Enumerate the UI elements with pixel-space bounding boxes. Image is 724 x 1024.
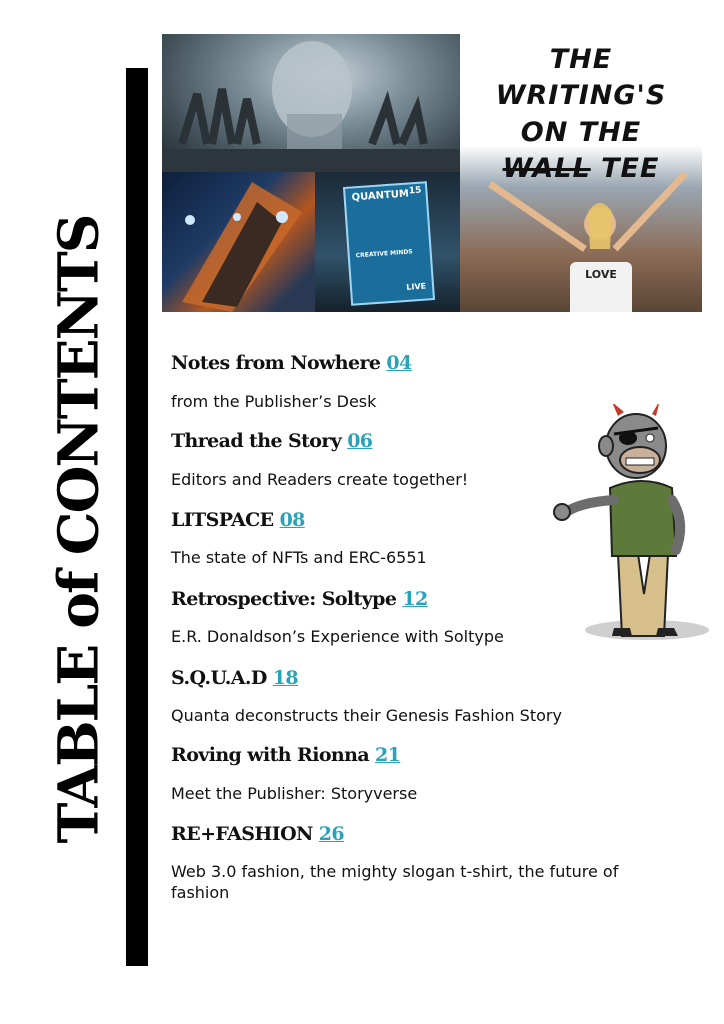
poster-live: LIVE bbox=[406, 281, 427, 292]
page-number-link[interactable]: 04 bbox=[386, 352, 412, 374]
entry-description: Quanta deconstructs their Genesis Fashion Story bbox=[171, 706, 562, 725]
smoke-figure-image bbox=[162, 34, 460, 172]
page-number-link[interactable]: 06 bbox=[347, 430, 373, 452]
toc-entry[interactable] bbox=[171, 588, 428, 610]
toc-entry[interactable] bbox=[171, 823, 344, 845]
page-number-link[interactable]: 12 bbox=[402, 588, 428, 610]
toc-entry[interactable] bbox=[171, 509, 305, 531]
slogan-line-2: ON THE bbox=[520, 116, 642, 148]
slogan-line-1: THE WRITING'S bbox=[495, 44, 667, 112]
entry-description: from the Publisher’s Desk bbox=[171, 392, 377, 411]
entry-description: The state of NFTs and ERC-6551 bbox=[171, 548, 427, 567]
toc-entry[interactable] bbox=[171, 667, 298, 689]
poster-title: QUANTUM bbox=[351, 188, 410, 204]
festival-crowd-image bbox=[460, 34, 702, 312]
entry-title[interactable]: Notes from Nowhere 04 bbox=[171, 352, 412, 374]
toc-heading: TABLE of CONTENTS bbox=[45, 214, 111, 844]
entry-title[interactable]: LITSPACE 08 bbox=[171, 509, 305, 531]
spaceship-image bbox=[162, 172, 315, 312]
page-number-link[interactable]: 18 bbox=[272, 667, 299, 689]
entry-title[interactable]: Roving with Rionna 21 bbox=[171, 744, 401, 766]
entry-description: Meet the Publisher: Storyverse bbox=[171, 784, 418, 803]
toc-entry[interactable] bbox=[171, 744, 400, 766]
entry-description: Editors and Readers create together! bbox=[171, 470, 469, 489]
quantum-poster bbox=[343, 181, 435, 306]
love-tshirt: LOVE bbox=[570, 262, 632, 312]
page-number-link[interactable]: 21 bbox=[375, 744, 401, 766]
poster-caption: CREATIVE MINDS bbox=[355, 248, 413, 260]
entry-description: E.R. Donaldson’s Experience with Soltype bbox=[171, 627, 504, 646]
page-number-link[interactable]: 26 bbox=[318, 823, 345, 845]
entry-title[interactable]: Retrospective: Soltype 12 bbox=[171, 588, 428, 610]
quantum-poster-image bbox=[315, 172, 460, 312]
entry-description: Web 3.0 fashion, the mighty slogan t-shirt, the future of fashion bbox=[171, 862, 619, 902]
entry-title[interactable]: S.Q.U.A.D 18 bbox=[171, 667, 299, 689]
slogan-struck-word: WALL bbox=[502, 153, 591, 185]
entry-title[interactable]: Thread the Story 06 bbox=[171, 430, 373, 452]
slogan-tee: TEE bbox=[601, 153, 660, 185]
ape-character-illustration bbox=[552, 404, 714, 644]
toc-entry[interactable] bbox=[171, 430, 372, 452]
entry-title[interactable]: RE+FASHION 26 bbox=[171, 823, 345, 845]
cover-collage bbox=[162, 34, 702, 312]
page-number-link[interactable]: 08 bbox=[279, 509, 305, 531]
toc-heading-container bbox=[40, 214, 116, 844]
toc-entry[interactable] bbox=[171, 352, 412, 374]
poster-number: 15 bbox=[408, 185, 422, 197]
vertical-rule bbox=[126, 68, 148, 966]
